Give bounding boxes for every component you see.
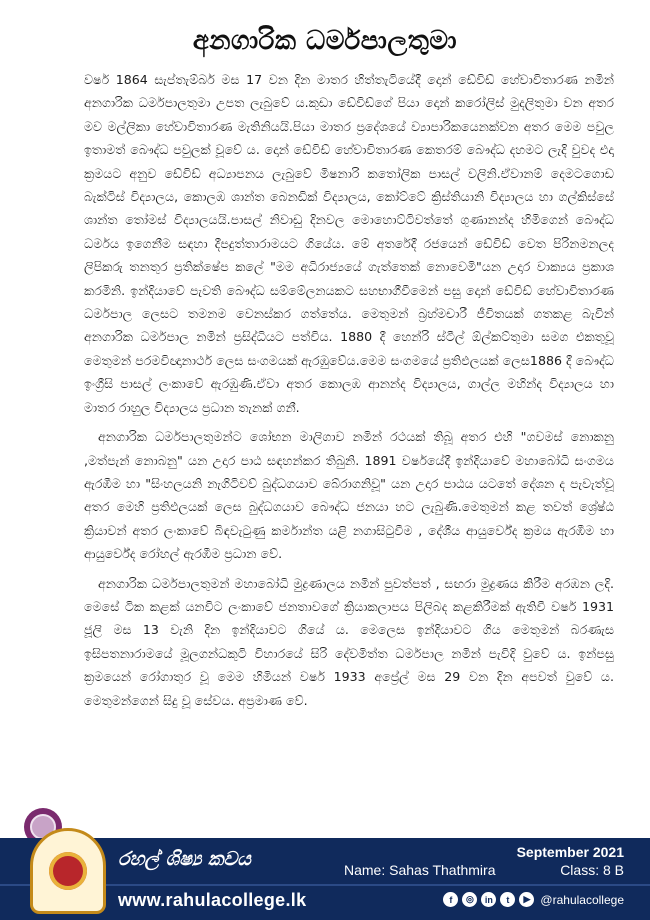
social-handle[interactable]: @rahulacollege — [540, 892, 624, 907]
author-name: Name: Sahas Thathmira — [344, 862, 496, 878]
article-paragraph: වර්ෂ 1864 සැප්තැම්බර් මස 17 වන දින මාතර හිත්තැටියේදී දොන් ඩේවිඩ් හේවාවිතාරණ නමින් අනගාරික ධර්මපාලතුමා උපත ලැබුවේ ය.කුඩා ඩේවිඩ්ගේ පියා දොන් කරෝලිස් මුදලිතුමා වන අතර මව මල්ලිකා හේවාවිතාරණ මැතිනියයි.පියා මාතර ප්‍රදේශයේ ව්‍යාපාරිකයෙනක්වන අතර මෙම පවුල ඉතාමත් බෞද්ධ පවුලක් වූවේ ය. දොන් ඩේවිඩ් හේවාවිතාරණ කෙතරම් බෞද්ධ දහමට ලැදි වුවද එදා ක්‍රමයට අනුව ඩේවිඩ් අධ්‍යාපනය ලැබුවේ මිෂනාරි කතෝලික පාසල් වලිනි.ඒවානම් දෙමටගොඩ බැක්ටිස් විද්‍යාලය, කොලඹ ශාන්ත බෙනඩික් විද්‍යාලය, කෝට්ටේ ක්‍රිස්තියානි විද්‍යාලය හා ගල්කිස්සේ ශාන්ත තෝමස් විද්‍යාලයයි.පාසල් නිවාඩු දිනවල මොහොට්ටිවත්තේ ගුණානන්ද හිමිගෙන් බෞද්ධ ධර්මය ඉගෙනීම සඳහා දීපදුත්තාරාමයට ගියේය. මේ අතරේදී රජයෙන් ඩේවිඩ් වෙත පිරිනමනලද ලිපිකරු තනතුර ප්‍රතික්ෂේප කලේ "මම අධිරාජ්‍යයේ ගැත්තෙක් නොවෙමි"යන උදාර වාක්‍යය ප්‍රකාශ කරමිනි. ඉන්දියාවේ පැවති බෞද්ධ සම්මේලනයකට සහභාගීවීමෙන් පසු දොන් ඩේවිඩ් හේවාවිතාරණ ධර්මපාල ලෙසට තමනම වෙනස්කර ගත්තේය. මෙතුමන් බ්‍රහ්මචාරී ජීවිතයක් ගතකළ බැවින් අනගාරික ධර්මපාල නමින් ප්‍රසිද්ධියට පත්විය. 1880 දී හෙන්රි ස්ටීල් ඕල්කට්තුමා සමග එකතුවූ මෙතුමන් පරමවිඥානාර්ථ ලෙස සංගමයක් ඇරඹුවේය.මෙම සංගමයේ ප්‍රතිඵලයක් ලෙස1886 දී බෞද්ධ ඉංග්‍රීසි පාසල් ලංකාවේ ඇරඹුණි.ඒවා අතර කොලඹ ආනන්ද විද්‍යාලය, ගාල්ල මහින්ද විද්‍යාලය හා මාතර රාහුල විද්‍යාලය ප්‍රධාන තැනක් ගනී. — [84, 72, 614, 415]
youtube-icon[interactable]: ▶ — [519, 892, 534, 907]
website-link[interactable]: www.rahulacollege.lk — [118, 890, 307, 910]
social-links — [443, 892, 624, 907]
brand-name: රහල් ශිෂ්‍ය කවය — [118, 848, 251, 870]
article-title: අනගාරික ධර්මපාලතුමා — [192, 26, 458, 56]
author-class: Class: 8 B — [560, 862, 624, 878]
instagram-icon[interactable]: ◎ — [462, 892, 477, 907]
footer — [0, 808, 650, 920]
linkedin-icon[interactable]: in — [481, 892, 496, 907]
twitter-icon[interactable]: t — [500, 892, 515, 907]
facebook-icon[interactable]: f — [443, 892, 458, 907]
article-paragraph: අනගාරික ධර්මපාලතුමන් මහාබෝධි මුද්‍රණාලය නමින් පුවත්පත් , සඟරා මුද්‍රණය කිරීම අරඹන ලදි. මෙසේ ටික කළක් යනවිට ලංකාවේ ජනතාවගේ ක්‍රියාකලාපය පිලිබද කළකිරීමක් ඇතිවී වර්ෂ 1931 ජූලි මස 13 වැනි දින ඉන්දියාවට ගියේ ය. මෙලෙස ඉන්දියාවට ගිය මෙතුමන් බරණැස ඉසිපතනාරාමයේ මූලගන්ධකුටි විහාරයේ සිරි දේවමිත්ත ධර්මපාල නමින් පැවිදි වුවේ ය. ඉන්පසු ක්‍රමයෙන් රෝගාතුර වූ මෙම හිමියන් වර්ෂ 1933 අප්‍රේල් මස 29 වන දින අපවත් වුවේ ය. මෙතුමන්ගෙන් සිදු වූ සේවය. අප්‍රමාණ වේ. — [84, 575, 614, 708]
issue-date: September 2021 — [516, 844, 624, 860]
article-body — [84, 68, 614, 718]
school-crest-icon — [30, 828, 106, 914]
article-paragraph: අනගාරික ධර්මපාලතුමන්ට ශෝභන මාලිගාව නමින් රථයක් තිබූ අතර එහි "ගවමස් නොකනු ,මත්පැන් නොබනු" යන උදාර පාඨ සඳහන්කර තිබුනි. 1891 වර්ෂයේදී ඉන්දියාවේ මහාබෝධි සංගමය ඇරඹීම හා "සිංහලයනි නැගිටිවව් බුද්ධගයාව බේරාගනිවූ" යන උදාර පාඨය යටතේ දේශන ද පැවැත්වූ අතර මෙහි ප්‍රතිඵලයක් ලෙස බුද්ධගයාව බෞද්ධ ජනයා හට ලැබුණි.මෙතුමන් කළ තවත් ශ්‍රේෂ්ඨ ක්‍රියාවන් අතර ලංකාවේ බිඳවැටුණු කර්මාන්ත යළි නගාසිටුවීම , දේශීය ආයුර්වේද ක්‍රමය ඇරඹීම හා ආයුර්වේද රෝහල් ඇරඹීම ප්‍රධාන වේ. — [84, 429, 614, 562]
